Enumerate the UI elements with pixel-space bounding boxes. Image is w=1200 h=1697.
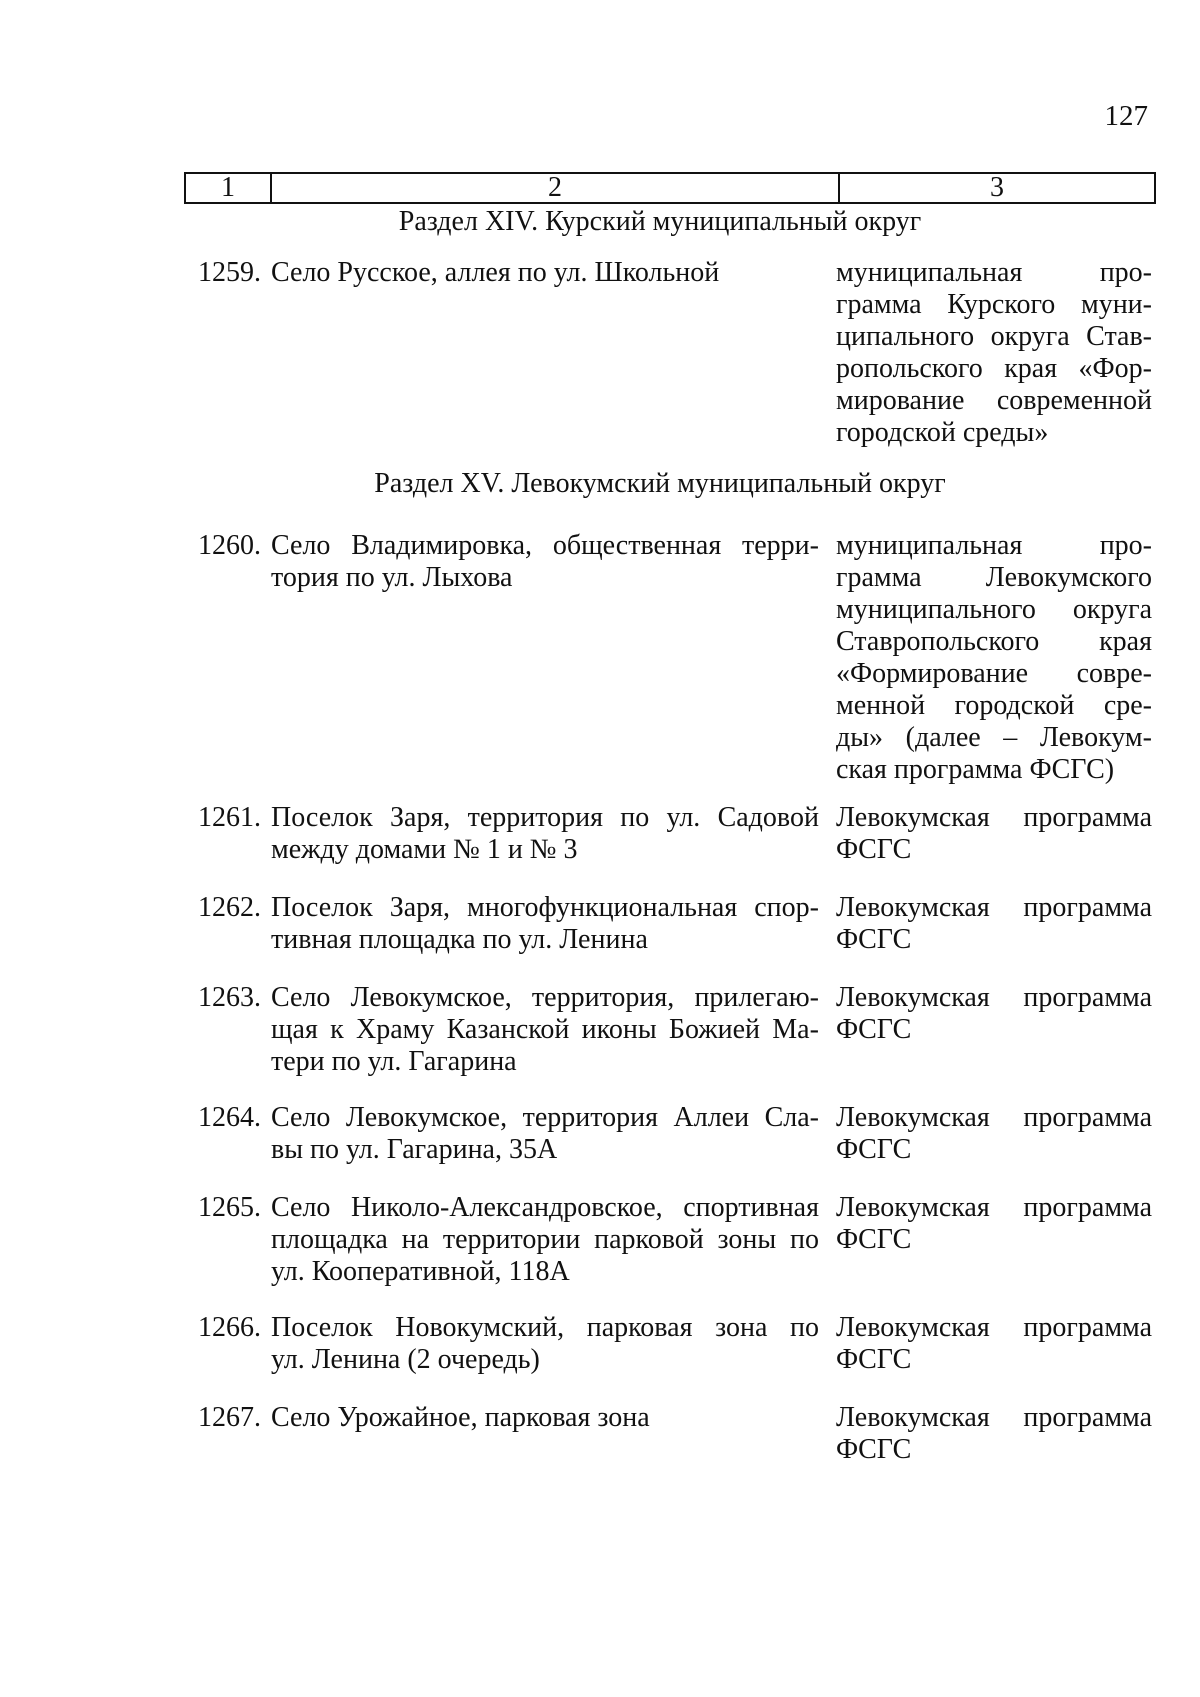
column-header-3: 3	[838, 174, 1154, 202]
entry-place	[271, 802, 819, 866]
entry-place-word: к	[330, 1014, 344, 1045]
entry-program-word: Левокумская	[836, 1102, 990, 1133]
entry-program-line	[836, 802, 1152, 834]
entry-place-line	[271, 1134, 819, 1166]
entry-place-word: иконы	[581, 1014, 657, 1045]
entry-program-word: «Формирование	[836, 658, 1029, 689]
entry-number: 1259.	[198, 257, 261, 288]
entry-program-word: муниципального	[836, 594, 1036, 625]
entry-program-line	[836, 289, 1152, 321]
entry-program-line	[836, 658, 1152, 690]
entry-place-word: спортивная	[683, 1192, 819, 1223]
entry-program-word: грамма	[836, 562, 922, 593]
entry-place-word: Левокумское,	[345, 1102, 508, 1133]
entry-program-word: Левокумская	[836, 892, 990, 923]
entry-place-line	[271, 802, 819, 834]
entry-place	[271, 1192, 819, 1288]
entry-place-word: тивная площадка по ул. Ленина	[271, 924, 648, 955]
entry-place-line	[271, 1256, 819, 1288]
entry-program-word: Левокумского	[985, 562, 1152, 593]
entry-number: 1264.	[198, 1102, 261, 1133]
entry-place-word: Село	[271, 982, 331, 1013]
entry-number: 1265.	[198, 1192, 261, 1223]
entry-program-word: ципального	[836, 321, 975, 352]
entry-program-word: «Фор-	[1078, 353, 1152, 384]
entry-place-word: многофункциональная	[467, 892, 738, 923]
entry-program-word: Левокумская	[836, 802, 990, 833]
entry-program	[836, 802, 1152, 866]
entry-program-word: про-	[1099, 257, 1152, 288]
entry-place	[271, 530, 819, 594]
entry-program-word: Левокум-	[1039, 722, 1152, 753]
entry-program-word: ФСГС	[836, 834, 912, 865]
entry-program-word: ФСГС	[836, 1134, 912, 1165]
entry-program	[836, 530, 1152, 786]
entry-program-word: Курского	[947, 289, 1056, 320]
entry-place	[271, 1312, 819, 1376]
entry-place	[271, 892, 819, 956]
entry-place-word: территории	[442, 1224, 581, 1255]
entry-place-word: Храму	[355, 1014, 435, 1045]
entry-program-line	[836, 257, 1152, 289]
entry-program-word: муниципальная	[836, 530, 1023, 561]
entry-program-word: округа	[990, 321, 1070, 352]
entry-place-word: зона	[715, 1312, 768, 1343]
entry-place-line	[271, 834, 819, 866]
entry-place-word: Садовой	[717, 802, 819, 833]
entry-place-word: территория,	[531, 982, 675, 1013]
entry-place-word: ул. Ленина (2 очередь)	[271, 1344, 540, 1375]
entry-program-word: муниципальная	[836, 257, 1023, 288]
entry-program-word: сре-	[1103, 690, 1152, 721]
entry-place-word: Левокумское,	[350, 982, 512, 1013]
entry-place-word: спор-	[754, 892, 819, 923]
entry-program-word: программа	[1023, 1312, 1152, 1343]
entry-place-word: парковой	[594, 1224, 704, 1255]
entry-program-word: ФСГС	[836, 1434, 912, 1465]
entry-program-word: грамма	[836, 289, 922, 320]
entry-number: 1263.	[198, 982, 261, 1013]
entry-program-word: ФСГС	[836, 1224, 912, 1255]
entry-program	[836, 1402, 1152, 1466]
entry-program-word: современной	[996, 385, 1152, 416]
entry-place-word: Поселок	[271, 802, 373, 833]
entry-place-word: по	[789, 1312, 819, 1343]
entry-program-word: Ставропольского	[836, 626, 1040, 657]
entry-place-word: Поселок	[271, 1312, 373, 1343]
entry-program-line	[836, 1102, 1152, 1134]
entry-place-word: на	[401, 1224, 430, 1255]
entry-place-word: общественная	[552, 530, 722, 561]
entry-program	[836, 1102, 1152, 1166]
entry-place-word: прилегаю-	[694, 982, 819, 1013]
entry-program-line	[836, 594, 1152, 626]
entry-program-word: совре-	[1076, 658, 1152, 689]
entry-place-line	[271, 1224, 819, 1256]
entry-program-word: Став-	[1086, 321, 1152, 352]
entry-program-word: муни-	[1080, 289, 1152, 320]
entry-program	[836, 1312, 1152, 1376]
page-number: 127	[1104, 100, 1148, 132]
entry-program-line	[836, 1134, 1152, 1166]
entry-place-line	[271, 1046, 819, 1078]
entry-place-line	[271, 892, 819, 924]
entry-program-line	[836, 530, 1152, 562]
entry-program-word: программа	[1023, 982, 1152, 1013]
entry-place-line	[271, 1344, 819, 1376]
entry-program-line	[836, 1312, 1152, 1344]
entry-place-word: тория по ул. Лыхова	[271, 562, 513, 593]
entry-program-word: ды»	[836, 722, 884, 753]
entry-place-word: Божией	[668, 1014, 761, 1045]
entry-place-word: территория	[522, 1102, 659, 1133]
entry-place-line	[271, 924, 819, 956]
entry-place-word: ул.	[666, 802, 701, 833]
entry-place-word: парковая	[586, 1312, 693, 1343]
entry-place-line	[271, 982, 819, 1014]
entry-program-line	[836, 1192, 1152, 1224]
entry-program-word: края	[1004, 353, 1058, 384]
entry-program-word: ская программа ФСГС)	[836, 754, 1115, 785]
entry-program-word: городской среды»	[836, 417, 1049, 448]
entry-program-line	[836, 417, 1152, 449]
entry-program-word: Левокумская	[836, 1192, 990, 1223]
entry-place-line	[271, 1192, 819, 1224]
entry-program-line	[836, 982, 1152, 1014]
entry-program-line	[836, 1344, 1152, 1376]
column-header-2: 2	[270, 174, 838, 202]
table-column-header	[184, 172, 1156, 204]
entry-place-line	[271, 1312, 819, 1344]
entry-place-word: по	[790, 1224, 819, 1255]
entry-program	[836, 892, 1152, 956]
entry-place-word: Николо-Александровское,	[350, 1192, 663, 1223]
entry-program-word: ФСГС	[836, 1344, 912, 1375]
entry-place-line	[271, 562, 819, 594]
entry-place-word: Казанской	[446, 1014, 570, 1045]
entry-program-word: программа	[1023, 1402, 1152, 1433]
entry-program-word: округа	[1072, 594, 1152, 625]
entry-program-word: программа	[1023, 892, 1152, 923]
entry-program-line	[836, 626, 1152, 658]
entry-place-word: ул. Кооперативной, 118А	[271, 1256, 570, 1287]
entry-place-word: Село	[271, 530, 331, 561]
entry-place	[271, 982, 819, 1078]
entry-number: 1261.	[198, 802, 261, 833]
entry-place-word: зоны	[717, 1224, 777, 1255]
entry-program-word: ропольского	[836, 353, 983, 384]
entry-place-word: между домами № 1 и № 3	[271, 834, 578, 865]
entry-program-word: городской	[954, 690, 1075, 721]
entry-number: 1260.	[198, 530, 261, 561]
entry-place: Село Русское, аллея по ул. Школьной	[271, 257, 720, 288]
entry-place-word: Аллеи	[673, 1102, 750, 1133]
entry-program-word: Левокумская	[836, 1312, 990, 1343]
entry-program-line	[836, 924, 1152, 956]
entry-place-word: вы по ул. Гагарина, 35А	[271, 1134, 558, 1165]
entry-place	[271, 1102, 819, 1166]
entry-place-word: щая	[271, 1014, 318, 1045]
entry-number: 1262.	[198, 892, 261, 923]
entry-program-line	[836, 1014, 1152, 1046]
entry-program	[836, 1192, 1152, 1256]
entry-program-word: программа	[1023, 802, 1152, 833]
entry-place-word: по	[620, 802, 650, 833]
entry-program-line	[836, 562, 1152, 594]
entry-program	[836, 982, 1152, 1046]
entry-program-line	[836, 690, 1152, 722]
entry-number: 1266.	[198, 1312, 261, 1343]
entry-program-word: (далее	[905, 722, 981, 753]
entry-program	[836, 257, 1152, 449]
entry-program-word: Левокумская	[836, 982, 990, 1013]
entry-program-line	[836, 722, 1152, 754]
entry-place-word: Владимировка,	[351, 530, 533, 561]
entry-place-word: площадка	[271, 1224, 388, 1255]
entry-place-word: Заря,	[389, 892, 451, 923]
entry-program-line	[836, 1402, 1152, 1434]
section-title: Раздел XIV. Курский муниципальный округ	[398, 206, 922, 237]
entry-place-word: Село	[271, 1102, 331, 1133]
entry-program-word: мирование	[836, 385, 965, 416]
entry-program-line	[836, 321, 1152, 353]
entry-program-line	[836, 892, 1152, 924]
entry-place-word: Село	[271, 1192, 331, 1223]
section-title: Раздел XV. Левокумский муниципальный округ	[374, 468, 946, 499]
entry-place-word: тери по ул. Гагарина	[271, 1046, 517, 1077]
entry-program-word: края	[1099, 626, 1152, 657]
entry-place-line	[271, 1102, 819, 1134]
entry-program-word: менной	[836, 690, 926, 721]
entry-program-line	[836, 754, 1152, 786]
entry-place-word: Сла-	[764, 1102, 819, 1133]
entry-program-word: программа	[1023, 1102, 1152, 1133]
entry-place-word: Ма-	[772, 1014, 819, 1045]
entry-place-word: Заря,	[389, 802, 451, 833]
entry-place: Село Урожайное, парковая зона	[271, 1402, 650, 1433]
entry-place-line	[271, 1014, 819, 1046]
entry-place-word: терри-	[742, 530, 819, 561]
entry-program-line	[836, 834, 1152, 866]
entry-number: 1267.	[198, 1402, 261, 1433]
entry-program-word: программа	[1023, 1192, 1152, 1223]
entry-program-line	[836, 1224, 1152, 1256]
entry-program-line	[836, 1434, 1152, 1466]
entry-program-word: ФСГС	[836, 924, 912, 955]
entry-place-word: Новокумский,	[395, 1312, 565, 1343]
column-header-1: 1	[221, 172, 235, 203]
entry-program-word: Левокумская	[836, 1402, 990, 1433]
entry-program-line	[836, 353, 1152, 385]
entry-place-word: территория	[467, 802, 603, 833]
entry-place-word: Поселок	[271, 892, 373, 923]
entry-place-line	[271, 530, 819, 562]
entry-program-word: –	[1003, 722, 1018, 753]
entry-program-word: про-	[1099, 530, 1152, 561]
entry-program-word: ФСГС	[836, 1014, 912, 1045]
entry-program-line	[836, 385, 1152, 417]
